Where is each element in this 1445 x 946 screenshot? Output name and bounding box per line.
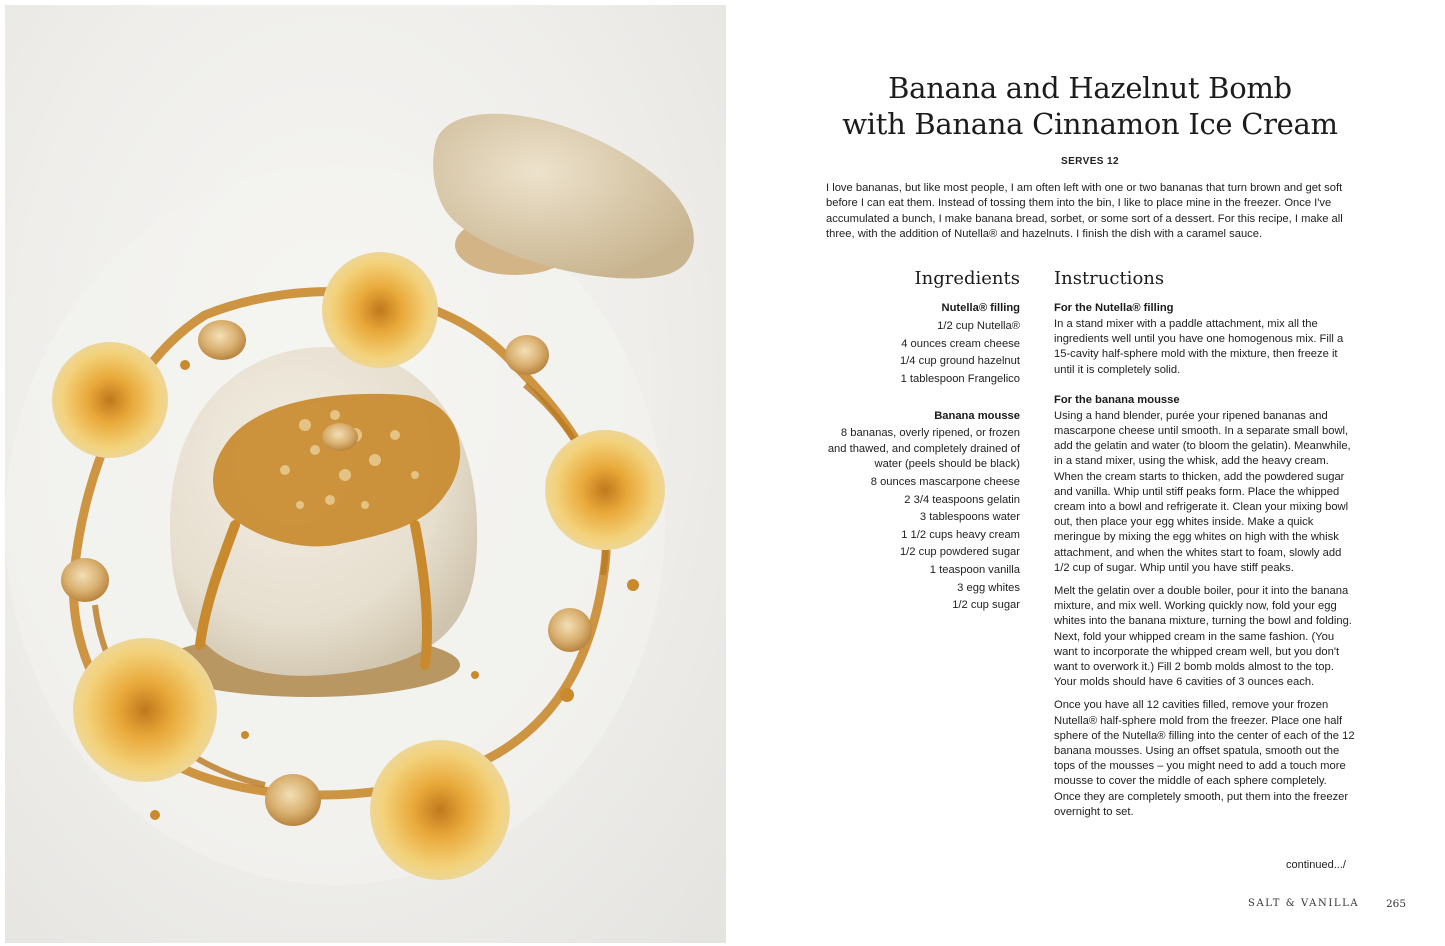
ingredient-item: 2 3/4 teaspoons gelatin <box>904 493 1020 506</box>
ingredient-list <box>822 318 1020 388</box>
instructions-column <box>1054 266 1356 834</box>
ingredient-item: 1/2 cup sugar <box>952 599 1020 612</box>
ingredient-group-nutella <box>822 300 1020 388</box>
ingredient-item: 1 tablespoon Frangelico <box>900 372 1020 385</box>
instruction-group-banana-mousse <box>1054 392 1356 820</box>
running-footer: SALT & VANILLA <box>1248 898 1360 909</box>
instruction-paragraph: In a stand mixer with a paddle attachment, mix all the ingredients well until you have one homogenous mix. Fill a 15-cavity half-sphere mold with the mixture, then freeze it until it is completely solid. <box>1054 318 1344 376</box>
continued-label: continued.../ <box>1286 859 1346 871</box>
ingredient-list <box>822 426 1020 614</box>
ingredient-item: 1/2 cup Nutella® <box>937 320 1020 332</box>
instruction-paragraph: Once you have all 12 cavities filled, remove your frozen Nutella® half-sphere mold from the freezer. Place one half sphere of the Nutella® filling into the center of each of the 12 banana mousses. Using an offset spatula, smooth out the tops of the mousses – you might need to add a touch more mousse to cover the middle of each sphere completely. Once they are completely smooth, put them into the freezer overnight to set. <box>1054 699 1355 818</box>
ingredient-item: 8 ounces mascarpone cheese <box>870 475 1020 488</box>
ingredient-item: 8 bananas, overly ripened, or frozen and thawed, and completely drained of water (peels should be black) <box>827 427 1020 470</box>
ingredients-column <box>822 266 1020 635</box>
ingredient-item: 4 ounces cream cheese <box>901 337 1020 350</box>
serves-label: SERVES 12 <box>1061 156 1119 167</box>
ingredient-group-title: Nutella® filling <box>941 302 1020 314</box>
ingredient-item: 1 1/2 cups heavy cream <box>901 528 1020 541</box>
ingredient-group-title: Banana mousse <box>934 410 1020 423</box>
recipe-title-line2: with Banana Cinnamon Ice Cream <box>842 107 1338 141</box>
dessert-illustration <box>5 5 726 943</box>
dessert-photo <box>5 5 726 943</box>
recipe-page <box>726 0 1445 946</box>
ingredient-group-banana-mousse <box>822 408 1020 614</box>
recipe-title-line1: Banana and Hazelnut Bomb <box>888 71 1292 105</box>
recipe-title <box>826 70 1354 142</box>
instruction-paragraph: Melt the gelatin over a double boiler, pour it into the banana mixture, and mix well. Working quickly now, fold your egg whites into the banana mixture, turning the bowl and folding. Next, fold your whipped cream in the same fashion. (You want to incorporate the whipped cream well, but you don't want to overwork it.) Fill 2 bomb molds almost to the top. Your molds should have 6 cavities of 3 ounces each. <box>1054 585 1352 689</box>
ingredient-item: 1/2 cup powdered sugar <box>899 546 1020 559</box>
recipe-intro: I love bananas, but like most people, I am often left with one or two bananas that turn brown and get soft before I can eat them. Instead of tossing them into the bin, I like to place mine in the freezer. Once I've accumulated a bunch, I make banana bread, sorbet, or some sort of a dessert. For this recipe, I make all three, with the addition of Nutella® and hazelnuts. I finish the dish with a caramel sauce. <box>826 182 1343 241</box>
ingredient-item: 1/4 cup ground hazelnut <box>899 355 1020 368</box>
ingredient-item: 3 egg whites <box>957 581 1020 594</box>
instruction-paragraph: Using a hand blender, purée your ripened bananas and mascarpone cheese until smooth. In a separate small bowl, add the gelatin and water (to bloom the gelatin). Meanwhile, in a stand mixer, using the whisk, add the heavy cream. When the cream starts to thicken, add the powdered sugar and vanilla. Whip until stiff peaks form. Place the whipped cream into a bowl and refrigerate it. Clean your mixing bowl out, then place your egg whites inside. Make a quick meringue by mixing the egg whites on high with the whisk attachment, and when the whites start to foam, slowly add 1/2 cup of sugar. Whip until you have stiff peaks. <box>1054 409 1351 574</box>
instruction-group-title: For the Nutella® filling <box>1054 302 1174 314</box>
ingredients-heading: Ingredients <box>914 268 1020 289</box>
ingredient-item: 1 teaspoon vanilla <box>929 563 1020 576</box>
instruction-group-title: For the banana mousse <box>1054 393 1180 406</box>
instruction-group-nutella <box>1054 300 1356 378</box>
ingredient-item: 3 tablespoons water <box>919 511 1020 524</box>
instructions-heading: Instructions <box>1054 268 1165 289</box>
page-number: 265 <box>1386 898 1407 910</box>
